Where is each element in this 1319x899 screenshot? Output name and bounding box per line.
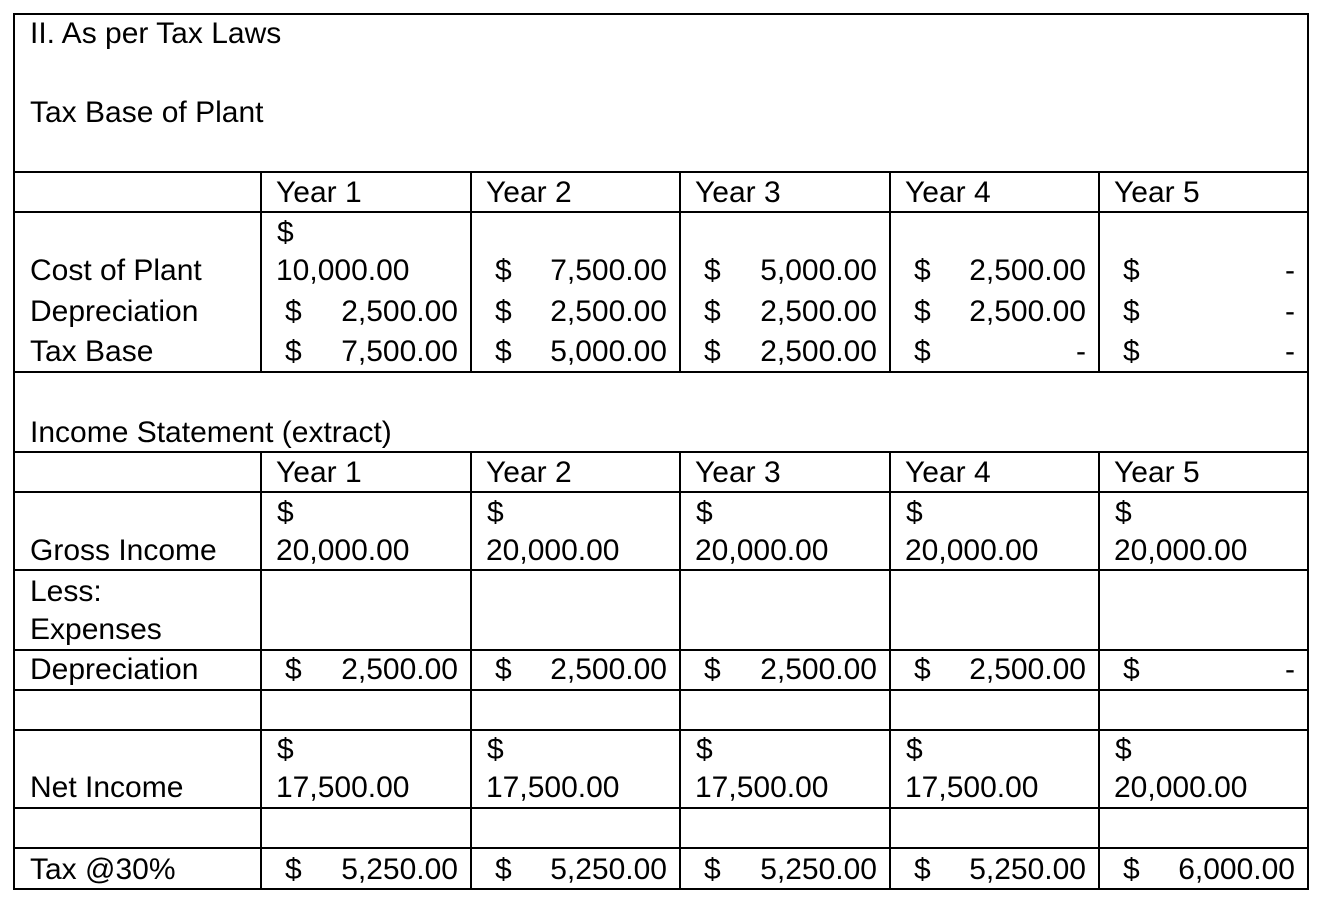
tax-cell-amount: 5,250.00 — [550, 853, 667, 886]
tax-base-cell-currency-symbol: $ — [704, 295, 721, 328]
tax-base-cell — [914, 335, 1086, 369]
tax-base-cell-currency-symbol: $ — [285, 335, 302, 368]
tax-cell-amount: 5,250.00 — [341, 853, 458, 886]
tax-base-cell-amount: 10,000.00 — [276, 254, 410, 287]
net-income-cell-currency-symbol: $ — [906, 733, 923, 766]
tax-cell-currency-symbol: $ — [495, 853, 512, 886]
tax-base-cell-amount: 2,500.00 — [550, 295, 667, 328]
tax-base-cell-amount: - — [1076, 335, 1086, 368]
depreciation-expense-cell-currency-symbol: $ — [285, 653, 302, 686]
tax-base-cell-currency-symbol: $ — [1123, 295, 1140, 328]
tax-cell-amount: 6,000.00 — [1178, 853, 1295, 886]
income-statement-title: Income Statement (extract) — [30, 416, 392, 449]
net-income-cell-currency-symbol: $ — [277, 733, 294, 766]
tax-base-cell-amount: - — [1285, 254, 1295, 287]
tax-base-cell-currency-symbol: $ — [914, 254, 931, 287]
grid-rule-vertical — [679, 451, 681, 888]
tax-base-cell-amount: 2,500.00 — [969, 254, 1086, 287]
tax-base-cell — [495, 254, 667, 288]
grid-rule-vertical — [1098, 451, 1100, 888]
row-label-less: Less: — [30, 575, 102, 608]
tax-base-cell-currency-symbol: $ — [495, 335, 512, 368]
net-income-cell-currency-symbol: $ — [487, 733, 504, 766]
income-year-header: Year 1 — [276, 456, 362, 489]
grid-rule-horizontal — [13, 569, 1309, 571]
tax-base-cell-currency-symbol: $ — [704, 335, 721, 368]
tax-base-cell — [704, 335, 877, 369]
tax-base-cell-amount: 7,500.00 — [341, 335, 458, 368]
income-year-header: Year 4 — [905, 456, 991, 489]
tax-base-year-header: Year 2 — [486, 176, 572, 209]
tax-base-year-header: Year 4 — [905, 176, 991, 209]
net-income-cell-currency-symbol: $ — [1115, 733, 1132, 766]
tax-base-cell-amount: 2,500.00 — [341, 295, 458, 328]
gross-income-cell-currency-symbol: $ — [487, 496, 504, 529]
tax-cell-currency-symbol: $ — [704, 853, 721, 886]
tax-cell — [704, 853, 877, 887]
tax-cell-amount: 5,250.00 — [760, 853, 877, 886]
tax-base-cell — [704, 295, 877, 329]
grid-rule-vertical — [1098, 171, 1100, 371]
gross-income-cell-amount: 20,000.00 — [695, 534, 829, 567]
tax-base-title: Tax Base of Plant — [30, 96, 264, 129]
depreciation-expense-cell — [704, 653, 877, 687]
depreciation-expense-cell — [914, 653, 1086, 687]
gross-income-cell-amount: 20,000.00 — [486, 534, 620, 567]
grid-rule-vertical — [470, 451, 472, 888]
grid-rule-horizontal — [13, 847, 1309, 849]
grid-rule-horizontal — [13, 13, 1309, 15]
tax-base-cell-currency-symbol: $ — [914, 295, 931, 328]
row-label-tax: Tax @30% — [30, 853, 176, 886]
net-income-cell-amount: 17,500.00 — [276, 771, 410, 804]
gross-income-cell-amount: 20,000.00 — [905, 534, 1039, 567]
tax-base-cell-amount: 5,000.00 — [550, 335, 667, 368]
net-income-cell-currency-symbol: $ — [696, 733, 713, 766]
tax-base-cell — [495, 335, 667, 369]
tax-base-cell — [285, 295, 458, 329]
income-year-header: Year 3 — [695, 456, 781, 489]
tax-base-cell-currency-symbol: $ — [1123, 254, 1140, 287]
depreciation-expense-cell-currency-symbol: $ — [1123, 653, 1140, 686]
income-year-header: Year 2 — [486, 456, 572, 489]
depreciation-expense-cell-amount: 2,500.00 — [760, 653, 877, 686]
grid-rule-horizontal — [13, 729, 1309, 731]
grid-rule-horizontal — [13, 491, 1309, 493]
gross-income-cell-currency-symbol: $ — [277, 496, 294, 529]
depreciation-expense-cell — [495, 653, 667, 687]
grid-rule-vertical — [470, 171, 472, 371]
tax-cell — [914, 853, 1086, 887]
grid-rule-horizontal — [13, 689, 1309, 691]
depreciation-expense-cell-currency-symbol: $ — [704, 653, 721, 686]
gross-income-cell-currency-symbol: $ — [1115, 496, 1132, 529]
tax-base-cell — [704, 254, 877, 288]
tax-base-cell-currency-symbol: $ — [285, 295, 302, 328]
depreciation-expense-cell-amount: - — [1285, 653, 1295, 686]
gross-income-cell-currency-symbol: $ — [696, 496, 713, 529]
tax-base-cell-amount: 5,000.00 — [760, 254, 877, 287]
row-label-cost-of-plant: Cost of Plant — [30, 254, 202, 287]
tax-base-cell-amount: - — [1285, 295, 1295, 328]
tax-cell-amount: 5,250.00 — [969, 853, 1086, 886]
tax-base-cell — [285, 335, 458, 369]
grid-rule-vertical — [13, 13, 15, 890]
tax-cell — [285, 853, 458, 887]
grid-rule-horizontal — [13, 371, 1309, 373]
grid-rule-vertical — [679, 171, 681, 371]
grid-rule-vertical — [260, 451, 262, 888]
tax-base-year-header: Year 3 — [695, 176, 781, 209]
net-income-cell-amount: 17,500.00 — [486, 771, 620, 804]
tax-base-cell-currency-symbol: $ — [277, 216, 294, 249]
tax-base-cell-currency-symbol: $ — [495, 295, 512, 328]
tax-cell — [495, 853, 667, 887]
depreciation-expense-cell-amount: 2,500.00 — [341, 653, 458, 686]
tax-cell — [1123, 853, 1295, 887]
net-income-cell-amount: 17,500.00 — [905, 771, 1039, 804]
tax-base-cell — [1123, 254, 1295, 288]
tax-base-cell — [495, 295, 667, 329]
tax-laws-table — [13, 13, 1309, 890]
gross-income-cell-amount: 20,000.00 — [276, 534, 410, 567]
row-label-tax-base: Tax Base — [30, 335, 154, 368]
depreciation-expense-cell-currency-symbol: $ — [495, 653, 512, 686]
grid-rule-horizontal — [13, 211, 1309, 213]
grid-rule-horizontal — [13, 888, 1309, 890]
depreciation-expense-cell — [1123, 653, 1295, 687]
net-income-cell-amount: 20,000.00 — [1114, 771, 1248, 804]
depreciation-expense-cell-amount: 2,500.00 — [550, 653, 667, 686]
tax-base-cell-currency-symbol: $ — [1123, 335, 1140, 368]
tax-cell-currency-symbol: $ — [285, 853, 302, 886]
tax-base-cell — [1123, 335, 1295, 369]
grid-rule-horizontal — [13, 649, 1309, 651]
tax-base-cell-currency-symbol: $ — [704, 254, 721, 287]
row-label-net-income: Net Income — [30, 771, 184, 804]
tax-base-cell-amount: 2,500.00 — [969, 295, 1086, 328]
depreciation-expense-cell-currency-symbol: $ — [914, 653, 931, 686]
row-label-gross-income: Gross Income — [30, 534, 217, 567]
income-year-header: Year 5 — [1114, 456, 1200, 489]
row-label-depreciation: Depreciation — [30, 295, 199, 328]
depreciation-expense-cell-amount: 2,500.00 — [969, 653, 1086, 686]
grid-rule-vertical — [1307, 13, 1309, 890]
grid-rule-horizontal — [13, 451, 1309, 453]
grid-rule-horizontal — [13, 171, 1309, 173]
tax-base-cell — [914, 295, 1086, 329]
grid-rule-horizontal — [13, 807, 1309, 809]
tax-base-cell-amount: 2,500.00 — [760, 335, 877, 368]
gross-income-cell-currency-symbol: $ — [906, 496, 923, 529]
tax-base-cell-amount: - — [1285, 335, 1295, 368]
tax-base-cell-amount: 2,500.00 — [760, 295, 877, 328]
tax-base-cell-amount: 7,500.00 — [550, 254, 667, 287]
net-income-cell-amount: 17,500.00 — [695, 771, 829, 804]
tax-cell-currency-symbol: $ — [914, 853, 931, 886]
grid-rule-vertical — [260, 171, 262, 371]
tax-base-year-header: Year 5 — [1114, 176, 1200, 209]
tax-base-cell-currency-symbol: $ — [914, 335, 931, 368]
grid-rule-vertical — [889, 451, 891, 888]
tax-base-cell — [914, 254, 1086, 288]
section-title: II. As per Tax Laws — [30, 17, 282, 50]
tax-cell-currency-symbol: $ — [1123, 853, 1140, 886]
tax-base-year-header: Year 1 — [276, 176, 362, 209]
gross-income-cell-amount: 20,000.00 — [1114, 534, 1248, 567]
row-label-expenses: Expenses — [30, 613, 162, 646]
tax-base-cell-currency-symbol: $ — [495, 254, 512, 287]
grid-rule-vertical — [889, 171, 891, 371]
tax-base-cell — [1123, 295, 1295, 329]
row-label-depreciation-expense: Depreciation — [30, 653, 199, 686]
depreciation-expense-cell — [285, 653, 458, 687]
